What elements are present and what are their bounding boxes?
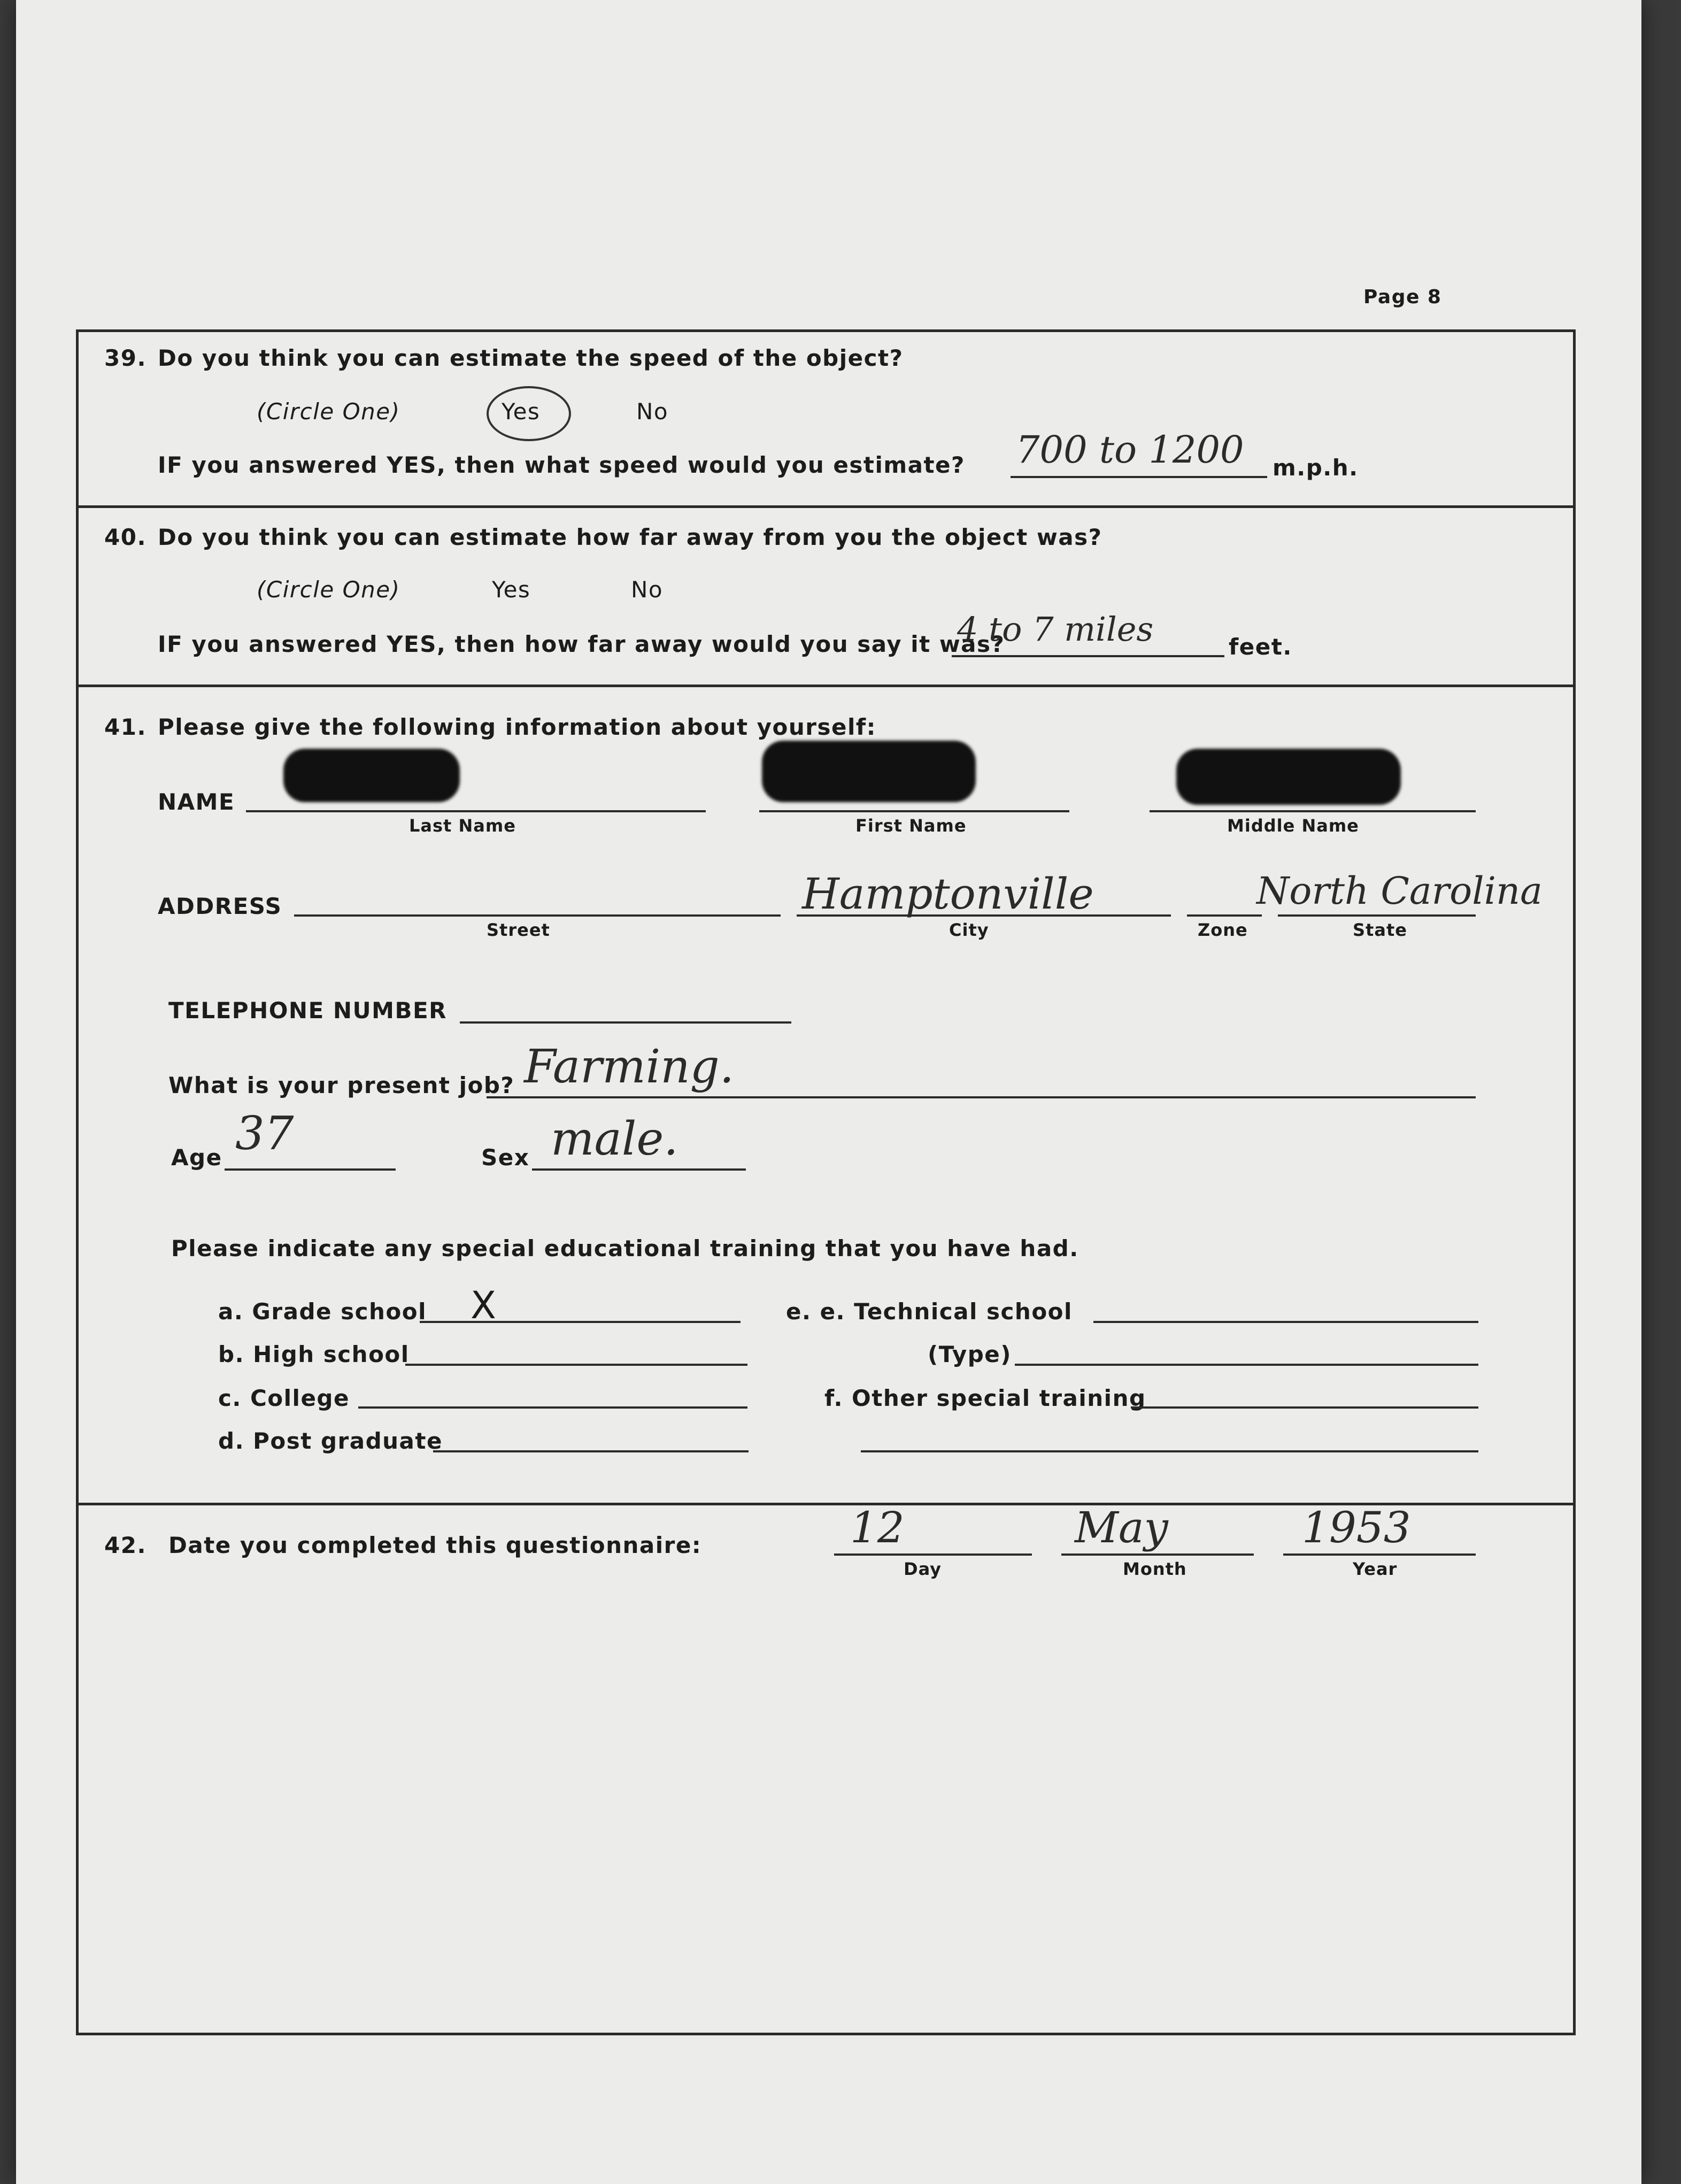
middle-name-line [1150, 810, 1476, 812]
training-high-school-label: b. High school [218, 1341, 410, 1367]
q39-speed-answer[interactable]: 700 to 1200 [1016, 428, 1244, 472]
last-name-caption: Last Name [409, 816, 516, 836]
q40-answer-line [952, 655, 1224, 657]
training-type-label: (Type) [928, 1341, 1012, 1367]
divider-39-40 [76, 505, 1576, 508]
q40-distance-answer[interactable]: 4 to 7 miles [957, 610, 1154, 649]
training-grade-school-mark[interactable]: X [471, 1283, 497, 1327]
technical-school-line[interactable] [1093, 1321, 1478, 1323]
first-name-caption: First Name [855, 816, 967, 836]
sex-label: Sex [481, 1144, 530, 1171]
year-line [1283, 1554, 1476, 1556]
q40-yes-option[interactable]: Yes [492, 576, 531, 603]
training-technical-school-label: e. e. Technical school [786, 1298, 1073, 1325]
city-line [797, 914, 1171, 917]
q39-number: 39. [104, 345, 146, 371]
q39-no-option[interactable]: No [636, 398, 669, 425]
q41-prompt: Please give the following information about yourself: [158, 714, 876, 740]
training-grade-school-label: a. Grade school [218, 1298, 427, 1325]
state-caption: State [1353, 920, 1407, 940]
q39-answer-line [1011, 476, 1267, 478]
divider-40-41 [76, 685, 1576, 687]
day-line [834, 1554, 1032, 1556]
last-name-line [246, 810, 706, 812]
q39-unit: m.p.h. [1273, 455, 1359, 481]
street-caption: Street [487, 920, 550, 940]
q40-followup: IF you answered YES, then how far away would you say it was? [158, 631, 1005, 657]
state-value[interactable]: North Carolina [1256, 869, 1543, 913]
redaction-last-name [283, 749, 460, 802]
telephone-label: TELEPHONE NUMBER [168, 997, 447, 1024]
job-line [487, 1096, 1476, 1098]
redaction-first-name [762, 741, 976, 802]
post-graduate-line[interactable] [433, 1450, 749, 1452]
page-label: Page 8 [1363, 286, 1442, 308]
city-value[interactable]: Hamptonville [802, 869, 1094, 919]
q41-number: 41. [104, 714, 146, 740]
college-line[interactable] [358, 1406, 747, 1409]
q42-prompt: Date you completed this questionnaire: [168, 1532, 702, 1558]
year-caption: Year [1353, 1559, 1398, 1579]
date-year-value[interactable]: 1953 [1302, 1503, 1411, 1552]
sex-line [532, 1168, 746, 1171]
job-label: What is your present job? [168, 1072, 515, 1098]
middle-name-caption: Middle Name [1227, 816, 1359, 836]
street-line [294, 914, 781, 917]
q40-number: 40. [104, 524, 146, 550]
job-value[interactable]: Farming. [524, 1040, 735, 1094]
q40-no-option[interactable]: No [631, 576, 664, 603]
address-label: ADDRESS [158, 893, 282, 919]
type-line[interactable] [1015, 1364, 1478, 1366]
q40-question: Do you think you can estimate how far away from you the object was? [158, 524, 1102, 550]
month-caption: Month [1123, 1559, 1187, 1579]
date-day-value[interactable]: 12 [850, 1503, 905, 1552]
other-training-line-2[interactable] [861, 1450, 1478, 1452]
age-label: Age [171, 1144, 222, 1171]
document-page [16, 0, 1641, 2184]
date-month-value[interactable]: May [1075, 1503, 1168, 1552]
state-line [1278, 914, 1476, 917]
age-value[interactable]: 37 [235, 1107, 294, 1160]
day-caption: Day [904, 1559, 942, 1579]
training-prompt: Please indicate any special educational training that you have had. [171, 1235, 1079, 1262]
month-line [1061, 1554, 1254, 1556]
q39-question: Do you think you can estimate the speed of the object? [158, 345, 904, 371]
training-other-label: f. Other special training [824, 1385, 1146, 1411]
q40-circle-one: (Circle One) [257, 576, 400, 603]
training-college-label: c. College [218, 1385, 350, 1411]
grade-school-line [420, 1321, 741, 1323]
name-label: NAME [158, 789, 235, 815]
city-caption: City [949, 920, 989, 940]
first-name-line [759, 810, 1069, 812]
zone-caption: Zone [1198, 920, 1248, 940]
telephone-line[interactable] [460, 1021, 791, 1024]
age-line [225, 1168, 396, 1171]
q42-number: 42. [104, 1532, 146, 1558]
q39-followup: IF you answered YES, then what speed would you estimate? [158, 452, 965, 478]
sex-value[interactable]: male. [551, 1112, 678, 1166]
q39-circle-one: (Circle One) [257, 398, 400, 425]
q40-unit: feet. [1229, 634, 1292, 660]
training-post-graduate-label: d. Post graduate [218, 1428, 443, 1454]
other-training-line[interactable] [1131, 1406, 1478, 1409]
q39-yes-option[interactable]: Yes [502, 398, 541, 425]
zone-line [1187, 914, 1262, 917]
redaction-middle-name [1176, 749, 1401, 805]
high-school-line[interactable] [405, 1364, 747, 1366]
